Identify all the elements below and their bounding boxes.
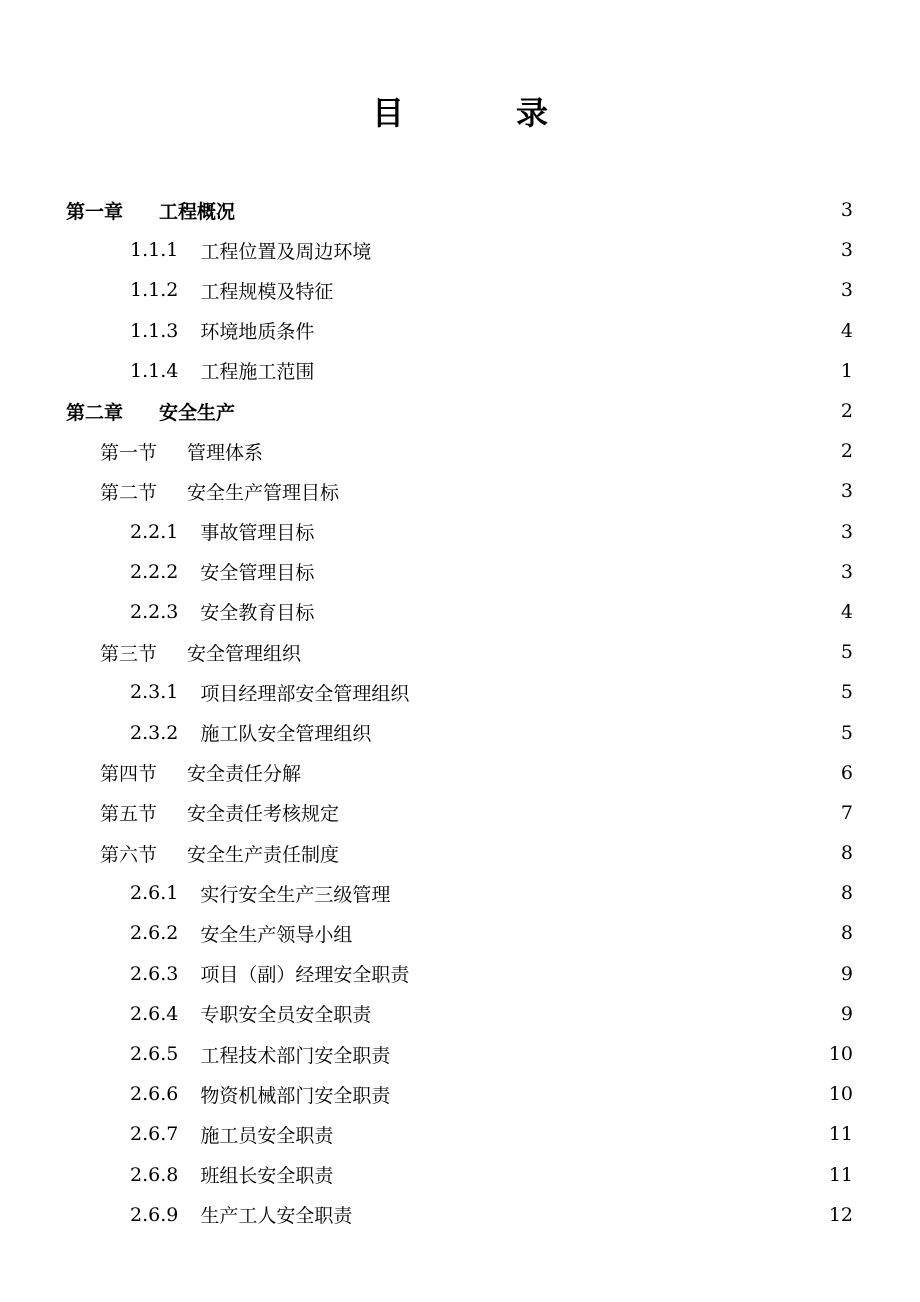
dot-leader <box>339 1125 820 1144</box>
toc-entry-label: 工程施工范围 <box>200 361 315 384</box>
toc-entry-page-number: 2 <box>840 400 853 423</box>
toc-entry-section[interactable] <box>0 632 920 672</box>
dot-leader <box>241 201 833 220</box>
toc-entry-label: 安全管理目标 <box>200 562 315 585</box>
toc-entry-number: 第五节 <box>100 803 158 826</box>
toc-entry-section[interactable] <box>0 833 920 873</box>
toc-entry-number: 2.3.1 <box>130 681 179 704</box>
toc-entry-number: 2.6.5 <box>130 1043 179 1066</box>
toc-entry-number: 2.2.3 <box>130 600 179 623</box>
toc-entry-label: 生产工人安全职责 <box>200 1205 353 1228</box>
toc-entry-page-number: 1 <box>840 359 853 382</box>
toc-entry-number: 第三节 <box>100 642 158 665</box>
dot-leader <box>307 763 833 782</box>
dot-leader <box>396 1085 820 1104</box>
toc-entry-page-number: 11 <box>828 1123 853 1146</box>
dot-leader <box>320 562 833 581</box>
toc-entry-number: 2.6.9 <box>130 1203 179 1226</box>
toc-entry-number: 2.3.2 <box>130 721 179 744</box>
toc-entry-page-number: 7 <box>840 801 853 824</box>
dot-leader <box>377 723 833 742</box>
toc-entry-sub[interactable] <box>0 592 920 632</box>
toc-entry-number: 2.2.2 <box>130 560 179 583</box>
toc-entry-number: 1.1.2 <box>130 279 179 302</box>
toc-entry-number: 2.6.3 <box>130 962 179 985</box>
toc-entry-sub[interactable] <box>0 270 920 310</box>
toc-entry-number: 2.6.8 <box>130 1163 179 1186</box>
toc-entry-page-number: 3 <box>840 199 853 222</box>
toc-entry-number: 第六节 <box>100 843 158 866</box>
toc-entry-number: 1.1.4 <box>130 359 179 382</box>
toc-entry-page-number: 10 <box>828 1083 853 1106</box>
toc-entry-page-number: 8 <box>840 842 853 865</box>
toc-entry-sub[interactable] <box>0 311 920 351</box>
toc-entry-sub[interactable] <box>0 672 920 712</box>
toc-entry-label: 项目（副）经理安全职责 <box>200 964 410 987</box>
toc-entry-sub[interactable] <box>0 1195 920 1235</box>
dot-leader <box>320 602 833 621</box>
toc-entry-label: 工程技术部门安全职责 <box>200 1044 391 1067</box>
toc-entry-page-number: 3 <box>840 560 853 583</box>
toc-entry-number: 2.6.6 <box>130 1083 179 1106</box>
toc-entry-label: 施工员安全职责 <box>200 1124 334 1147</box>
dot-leader <box>269 442 833 461</box>
toc-entry-section[interactable] <box>0 753 920 793</box>
toc-entry-label: 实行安全生产三级管理 <box>200 883 391 906</box>
toc-entry-sub[interactable] <box>0 1155 920 1195</box>
toc-entry-label: 专职安全员安全职责 <box>200 1004 372 1027</box>
toc-entry-page-number: 6 <box>840 761 853 784</box>
dot-leader <box>320 321 833 340</box>
toc-entry-page-number: 12 <box>828 1203 853 1226</box>
toc-entry-page-number: 5 <box>840 681 853 704</box>
toc-entry-number: 第二节 <box>100 481 158 504</box>
toc-entry-number: 2.6.1 <box>130 882 179 905</box>
toc-entry-section[interactable] <box>0 471 920 511</box>
toc-entry-number: 第二章 <box>66 401 124 424</box>
toc-entry-label: 管理体系 <box>187 441 264 464</box>
toc-entry-page-number: 3 <box>840 520 853 543</box>
toc-entry-label: 施工队安全管理组织 <box>200 723 372 746</box>
toc-entry-number: 1.1.1 <box>130 239 179 262</box>
toc-entry-sub[interactable] <box>0 954 920 994</box>
dot-leader <box>320 361 833 380</box>
toc-entry-label: 安全生产责任制度 <box>187 843 340 866</box>
toc-entry-label: 安全生产管理目标 <box>187 481 340 504</box>
dot-leader <box>339 281 833 300</box>
toc-entry-sub[interactable] <box>0 913 920 953</box>
toc-entry-label: 班组长安全职责 <box>200 1165 334 1188</box>
toc-entry-page-number: 4 <box>840 319 853 342</box>
dot-leader <box>241 402 833 421</box>
toc-entry-number: 2.6.4 <box>130 1002 179 1025</box>
dot-leader <box>345 844 833 863</box>
toc-entry-page-number: 4 <box>840 600 853 623</box>
toc-entry-number: 2.6.7 <box>130 1123 179 1146</box>
toc-entry-sub[interactable] <box>0 994 920 1034</box>
dot-leader <box>339 1165 820 1184</box>
dot-leader <box>307 643 833 662</box>
dot-leader <box>320 522 833 541</box>
dot-leader <box>358 924 833 943</box>
toc-entry-sub[interactable] <box>0 1074 920 1114</box>
toc-entry-page-number: 9 <box>840 962 853 985</box>
toc-entry-page-number: 2 <box>840 440 853 463</box>
toc-entry-page-number: 3 <box>840 480 853 503</box>
toc-entry-chapter[interactable] <box>0 391 920 431</box>
toc-entry-page-number: 5 <box>840 641 853 664</box>
toc-entry-label: 安全生产领导小组 <box>200 923 353 946</box>
toc-entry-page-number: 3 <box>840 279 853 302</box>
dot-leader <box>358 1205 820 1224</box>
toc-entry-label: 工程规模及特征 <box>200 280 334 303</box>
toc-entry-number: 2.2.1 <box>130 520 179 543</box>
toc-entry-label: 环境地质条件 <box>200 321 315 344</box>
toc-entry-label: 物资机械部门安全职责 <box>200 1084 391 1107</box>
toc-entry-page-number: 8 <box>840 922 853 945</box>
toc-entry-label: 安全生产 <box>159 401 236 424</box>
toc-entry-sub[interactable] <box>0 512 920 552</box>
toc-entry-label: 工程位置及周边环境 <box>200 240 372 263</box>
toc-entry-sub[interactable] <box>0 230 920 270</box>
toc-entry-number: 2.6.2 <box>130 922 179 945</box>
dot-leader <box>415 964 833 983</box>
toc-entry-number: 第一节 <box>100 441 158 464</box>
toc-entry-page-number: 9 <box>840 1002 853 1025</box>
toc-entry-page-number: 10 <box>828 1043 853 1066</box>
toc-entry-number: 1.1.3 <box>130 319 179 342</box>
dot-leader <box>345 482 833 501</box>
toc-entry-label: 安全教育目标 <box>200 602 315 625</box>
toc-entry-sub[interactable] <box>0 873 920 913</box>
toc-entry-chapter[interactable] <box>0 190 920 230</box>
toc-entry-sub[interactable] <box>0 712 920 752</box>
toc-entry-number: 第四节 <box>100 763 158 786</box>
dot-leader <box>377 1004 833 1023</box>
dot-leader <box>377 241 833 260</box>
dot-leader <box>415 683 833 702</box>
dot-leader <box>396 884 833 903</box>
dot-leader <box>396 1045 820 1064</box>
toc-entry-sub[interactable] <box>0 552 920 592</box>
toc-entry-section[interactable] <box>0 431 920 471</box>
toc-entry-section[interactable] <box>0 793 920 833</box>
toc-entry-sub[interactable] <box>0 1114 920 1154</box>
toc-entry-page-number: 8 <box>840 882 853 905</box>
toc-entry-label: 项目经理部安全管理组织 <box>200 682 410 705</box>
toc-entry-page-number: 11 <box>828 1163 853 1186</box>
page-title: 目 录 <box>371 94 588 132</box>
toc-entry-label: 事故管理目标 <box>200 522 315 545</box>
toc-entry-sub[interactable] <box>0 1034 920 1074</box>
toc-entry-page-number: 5 <box>840 721 853 744</box>
toc-list <box>0 190 920 1235</box>
toc-entry-label: 安全责任分解 <box>187 763 302 786</box>
toc-entry-number: 第一章 <box>66 200 124 223</box>
toc-entry-label: 安全责任考核规定 <box>187 803 340 826</box>
toc-entry-label: 工程概况 <box>159 200 236 223</box>
toc-entry-sub[interactable] <box>0 351 920 391</box>
toc-entry-page-number: 3 <box>840 239 853 262</box>
dot-leader <box>345 803 833 822</box>
toc-entry-label: 安全管理组织 <box>187 642 302 665</box>
